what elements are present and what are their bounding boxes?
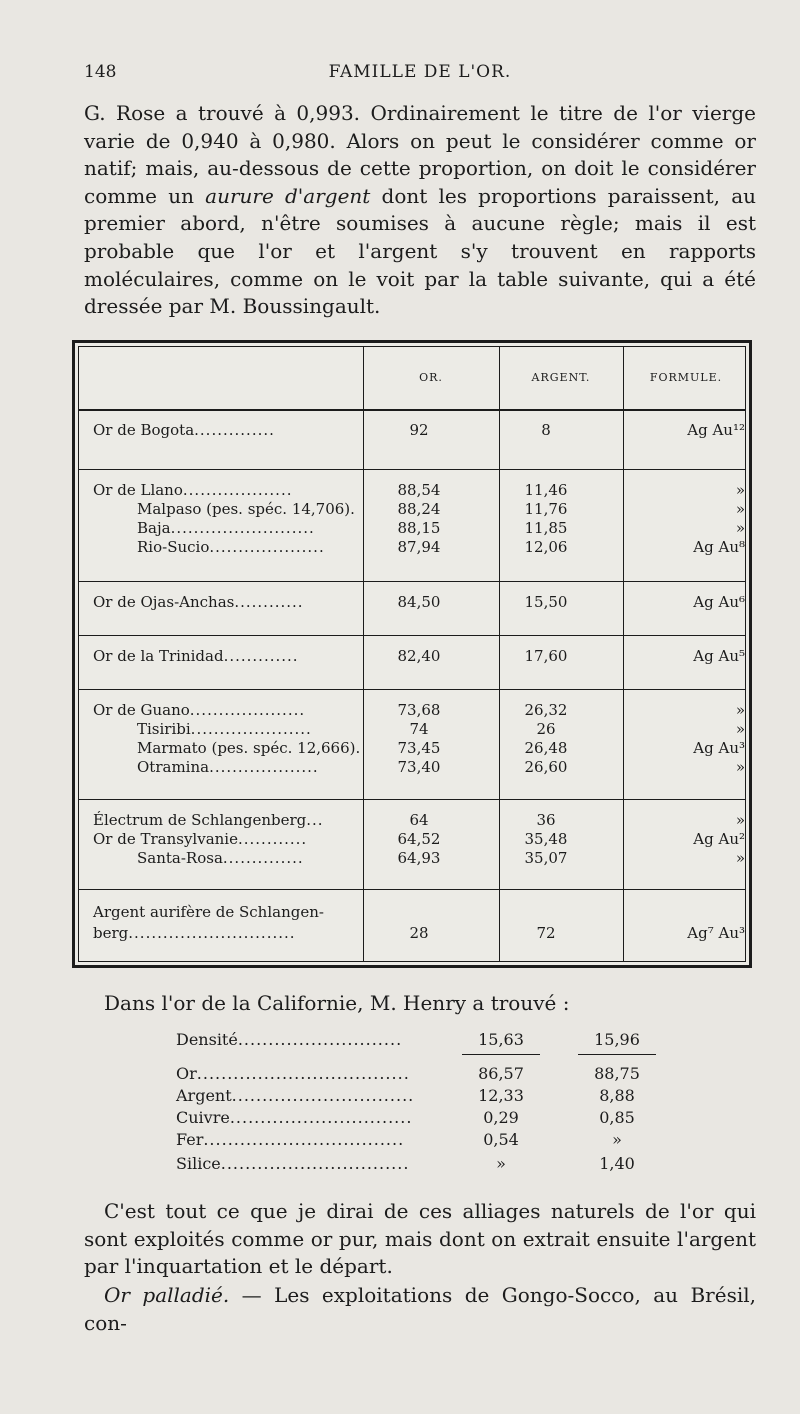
row-or-value: 88,24 xyxy=(397,500,441,518)
row-name-cell xyxy=(93,647,299,666)
leader-dots: ................... xyxy=(209,758,319,776)
row-argent-value: 26,48 xyxy=(524,739,568,757)
row-or-value: 64 xyxy=(409,811,429,829)
row-or-value: 28 xyxy=(409,924,429,942)
row-formule: Ag Au³ xyxy=(693,739,745,757)
label-text: Densité xyxy=(176,1030,238,1049)
row-formule: » xyxy=(735,481,745,499)
leader-dots: ............ xyxy=(237,830,308,848)
group-rule xyxy=(79,889,745,890)
intro-italic-term: aurure d'argent xyxy=(205,183,371,208)
row-name: Or de Guano xyxy=(93,701,190,719)
column-divider xyxy=(623,347,624,961)
california-row-label xyxy=(176,1030,402,1049)
column-rule xyxy=(462,1054,540,1055)
row-name: Otramina xyxy=(137,758,210,776)
running-title: FAMILLE DE L'OR. xyxy=(328,62,512,82)
row-name: Or de la Trinidad xyxy=(93,647,224,665)
row-or-value: 64,93 xyxy=(397,849,441,867)
leader-dots: .............. xyxy=(222,849,304,867)
row-name-cell xyxy=(137,538,325,557)
row-formule: Ag⁷ Au³ xyxy=(687,924,745,942)
row-argent-value: 26,60 xyxy=(524,758,568,776)
leader-dots: .............................. xyxy=(231,1086,415,1105)
row-or-value: 88,54 xyxy=(397,481,441,499)
leader-dots: ............................. xyxy=(128,924,296,942)
california-value-2: 88,75 xyxy=(594,1064,640,1083)
label-text: Cuivre xyxy=(176,1108,230,1127)
label-text: Or xyxy=(176,1064,197,1083)
row-name-cell xyxy=(93,701,305,720)
row-name-cell xyxy=(93,593,304,612)
row-argent-value: 36 xyxy=(536,811,556,829)
row-argent-value: 17,60 xyxy=(524,647,568,665)
group-rule xyxy=(79,635,745,636)
california-value-1: 0,29 xyxy=(483,1108,519,1127)
row-formule: Ag Au² xyxy=(693,830,745,848)
leader-dots: .............................. xyxy=(229,1108,413,1127)
label-text: Silice xyxy=(176,1154,221,1173)
alloy-table-inner xyxy=(78,346,746,962)
row-name-cell xyxy=(137,720,312,739)
row-name-cell xyxy=(93,811,324,830)
row-name-cell xyxy=(93,830,307,849)
row-name: Rio-Sucio xyxy=(137,538,210,556)
row-name: Or de Transylvanie xyxy=(93,830,238,848)
row-or-value: 74 xyxy=(409,720,429,738)
alloy-table xyxy=(72,340,752,968)
leader-dots: ................................... xyxy=(196,1064,410,1083)
leader-dots: .................... xyxy=(209,538,325,556)
california-row-label xyxy=(176,1086,414,1105)
row-or-value: 73,68 xyxy=(397,701,441,719)
leader-dots: .............. xyxy=(194,421,275,439)
california-value-2: 8,88 xyxy=(599,1086,635,1105)
column-header-argent: ARGENT. xyxy=(531,371,591,384)
row-or-value: 84,50 xyxy=(397,593,441,611)
row-argent-value: 12,06 xyxy=(524,538,568,556)
leader-dots: ............ xyxy=(234,593,304,611)
california-table xyxy=(176,1030,646,1190)
row-formule: » xyxy=(735,720,745,738)
row-formule: Ag Au⁸ xyxy=(693,538,745,556)
california-row-label xyxy=(176,1064,410,1083)
leader-dots: ......................... xyxy=(170,519,315,537)
row-formule: » xyxy=(735,701,745,719)
label-text: Fer xyxy=(176,1130,204,1149)
row-name-cell xyxy=(137,758,319,777)
row-argent-value: 15,50 xyxy=(524,593,568,611)
row-formule: » xyxy=(735,849,745,867)
row-or-value: 73,40 xyxy=(397,758,441,776)
column-header-formule: FORMULE. xyxy=(649,371,723,384)
group-rule xyxy=(79,469,745,470)
row-or-value: 92 xyxy=(409,421,429,439)
row-or-value: 87,94 xyxy=(397,538,441,556)
label-text: Argent xyxy=(176,1086,232,1105)
row-or-value: 64,52 xyxy=(397,830,441,848)
row-name: Baja xyxy=(137,519,171,537)
row-formule: Ag Au⁵ xyxy=(693,647,745,665)
row-name-cell xyxy=(93,481,292,500)
row-argent-value: 11,85 xyxy=(524,519,568,537)
intro-text-1: G. Rose a trouvé à 0,993. Ordinairement le titre de l'or vierge varie de 0,940 à 0,980. Alors on peut le considérer comme or natif; mais, au-dessous de cette proportion, on doit le considérer comme un xyxy=(84,101,756,208)
california-intro: Dans l'or de la Californie, M. Henry a trouvé : xyxy=(104,991,570,1015)
california-value-2: » xyxy=(612,1130,622,1149)
row-name-cell xyxy=(93,924,296,943)
california-row-label xyxy=(176,1154,409,1173)
california-value-2: 0,85 xyxy=(599,1108,635,1127)
california-value-1: 15,63 xyxy=(478,1030,524,1049)
last-paragraph xyxy=(84,1282,756,1337)
row-formule: » xyxy=(735,758,745,776)
row-name: Argent aurifère de Schlangen- xyxy=(93,903,324,921)
leader-dots: ..................... xyxy=(190,720,312,738)
row-name-cell xyxy=(93,421,275,440)
row-name: Or de Llano xyxy=(93,481,183,499)
row-formule: » xyxy=(735,500,745,518)
leader-dots: ............................... xyxy=(220,1154,410,1173)
row-argent-value: 35,48 xyxy=(524,830,568,848)
row-name: berg xyxy=(93,924,129,942)
row-argent-value: 35,07 xyxy=(524,849,568,867)
california-value-2: 1,40 xyxy=(599,1154,635,1173)
row-or-value: 82,40 xyxy=(397,647,441,665)
group-rule xyxy=(79,799,745,800)
section-title: Or palladié. xyxy=(104,1283,230,1307)
row-argent-value: 11,46 xyxy=(524,481,568,499)
header-rule xyxy=(79,409,745,411)
california-row-label xyxy=(176,1130,404,1149)
page-header xyxy=(84,62,756,86)
group-rule xyxy=(79,581,745,582)
row-name: Malpaso (pes. spéc. 14,706). xyxy=(137,500,355,518)
california-row-label xyxy=(176,1108,412,1127)
row-argent-value: 26 xyxy=(536,720,556,738)
column-divider xyxy=(363,347,364,961)
row-or-value: 73,45 xyxy=(397,739,441,757)
group-rule xyxy=(79,689,745,690)
row-name: Électrum de Schlangenberg xyxy=(93,811,307,829)
row-name: Or de Bogota xyxy=(93,421,195,439)
row-or-value: 88,15 xyxy=(397,519,441,537)
column-rule xyxy=(578,1054,656,1055)
row-formule: » xyxy=(735,811,745,829)
row-name-cell xyxy=(137,849,304,868)
leader-dots: ............. xyxy=(223,647,299,665)
leader-dots: ................... xyxy=(182,481,293,499)
row-argent-value: 72 xyxy=(536,924,556,942)
leader-dots: ........................... xyxy=(237,1030,403,1049)
leader-dots: .................... xyxy=(189,701,306,719)
row-name: Marmato (pes. spéc. 12,666). xyxy=(137,739,361,757)
intro-paragraph xyxy=(84,100,756,321)
california-value-1: » xyxy=(496,1154,506,1173)
column-header-or: OR. xyxy=(419,371,443,384)
row-formule: Ag Au⁶ xyxy=(693,593,745,611)
california-value-1: 0,54 xyxy=(483,1130,519,1149)
leader-dots: ................................. xyxy=(203,1130,405,1149)
last-paragraph-text: — Les exploitations de Gongo-Socco, au Brésil, con- xyxy=(84,1283,756,1335)
california-value-2: 15,96 xyxy=(594,1030,640,1049)
row-argent-value: 8 xyxy=(541,421,551,439)
row-formule: Ag Au¹² xyxy=(687,421,745,439)
california-value-1: 86,57 xyxy=(478,1064,524,1083)
page-number: 148 xyxy=(84,62,117,82)
row-argent-value: 26,32 xyxy=(524,701,568,719)
california-value-1: 12,33 xyxy=(478,1086,524,1105)
leader-dots: ... xyxy=(306,811,324,829)
row-argent-value: 11,76 xyxy=(524,500,568,518)
row-name: Or de Ojas-Anchas xyxy=(93,593,235,611)
row-formule: » xyxy=(735,519,745,537)
row-name-cell xyxy=(137,519,315,538)
closing-paragraph: C'est tout ce que je dirai de ces alliages naturels de l'or qui sont exploités comme or pur, mais dont on extrait ensuite l'argent par l'inquartation et le départ. xyxy=(84,1199,756,1279)
row-name: Santa-Rosa xyxy=(137,849,223,867)
intro-text-2: dont les proportions paraissent, au premier abord, n'être soumises à aucune règle; mais il est probable que l'or et l'argent s'y trouvent en rapports moléculaires, comme on le voit par la table suivante, qui a été dressée par M. Boussingault. xyxy=(84,183,757,319)
row-name: Tisiribi xyxy=(137,720,191,738)
